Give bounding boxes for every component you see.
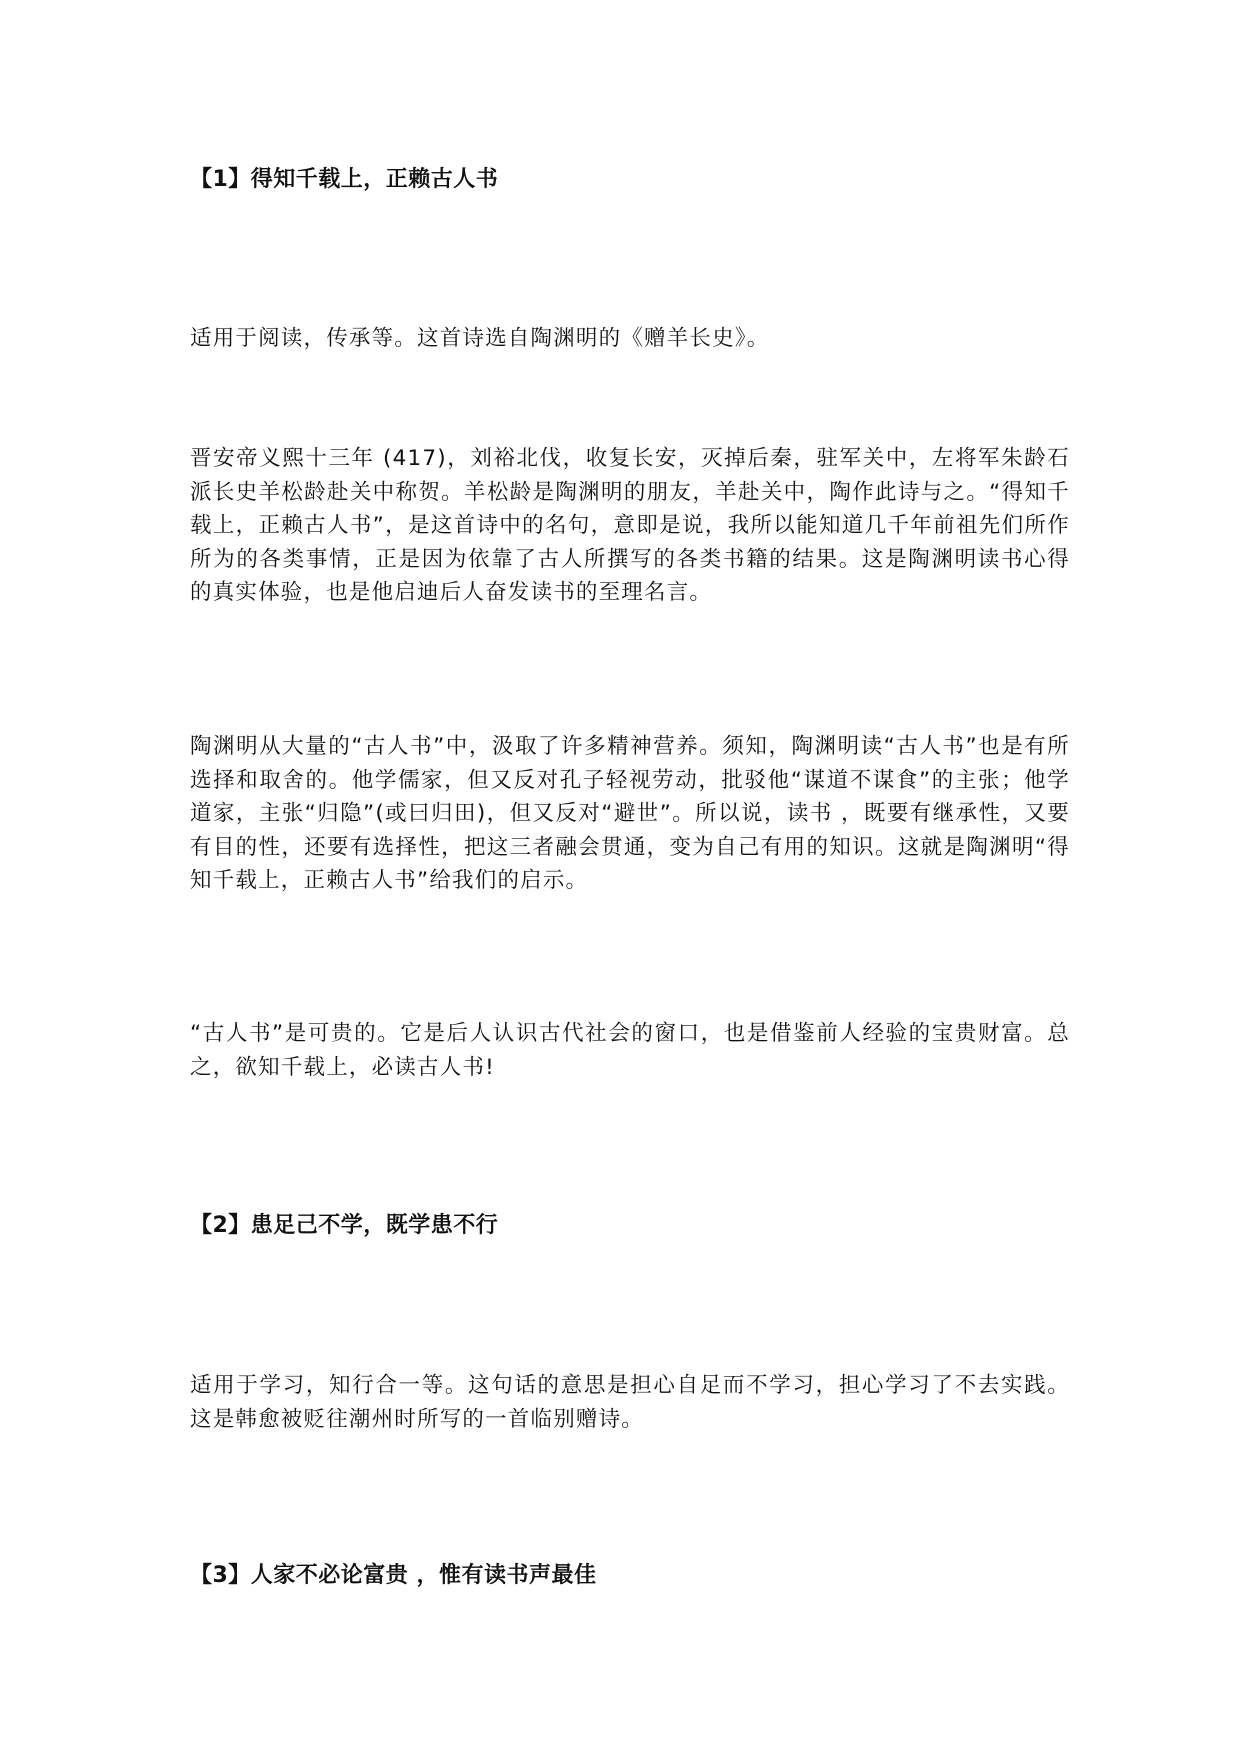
section-1-paragraph-3: 陶渊明从大量的“古人书”中，汲取了许多精神营养。须知，陶渊明读“古人书”也是有所选择和取舍的。他学儒家，但又反对孔子轻视劳动，批驳他“谋道不谋食”的主张；他学道家，主张“归隐”(或曰归田)，但又反对“避世”。所以说，读书 ，既要有继承性，又要有目的性，还要有选择性，把这三者融会贯通，变为自己有用的知识。这就是陶渊明“得知千载上，正赖古人书”给我们的启示。	[190, 734, 1070, 893]
section-1-paragraph-1: 适用于阅读，传承等。这首诗选自陶渊明的《赠羊长史》。	[190, 326, 770, 351]
section-3-heading: 【3】人家不必论富贵 ，惟有读书声最佳	[190, 1563, 597, 1588]
section-1-heading: 【1】得知千载上，正赖古人书	[190, 167, 499, 192]
section-1-paragraph-2: 晋安帝义熙十三年 (417)，刘裕北伐，收复长安，灭掉后秦，驻军关中，左将军朱龄石派长史羊松龄赴关中称贺。羊松龄是陶渊明的朋友，羊赴关中，陶作此诗与之。“得知千载上，正赖古人书”，是这首诗中的名句，意即是说，我所以能知道几千年前祖先们所作所为的各类事情，正是因为依靠了古人所撰写的各类书籍的结果。这是陶渊明读书心得的真实体验，也是他启迪后人奋发读书的至理名言。	[190, 446, 1070, 605]
section-2-heading: 【2】患足己不学，既学患不行	[190, 1213, 499, 1238]
section-1-paragraph-4: “古人书”是可贵的。它是后人认识古代社会的窗口，也是借鉴前人经验的宝贵财富。总之，欲知千载上，必读古人书!	[190, 1021, 1070, 1080]
section-2-paragraph-1: 适用于学习，知行合一等。这句话的意思是担心自足而不学习，担心学习了不去实践。这是韩愈被贬往潮州时所写的一首临别赠诗。	[190, 1373, 1070, 1432]
